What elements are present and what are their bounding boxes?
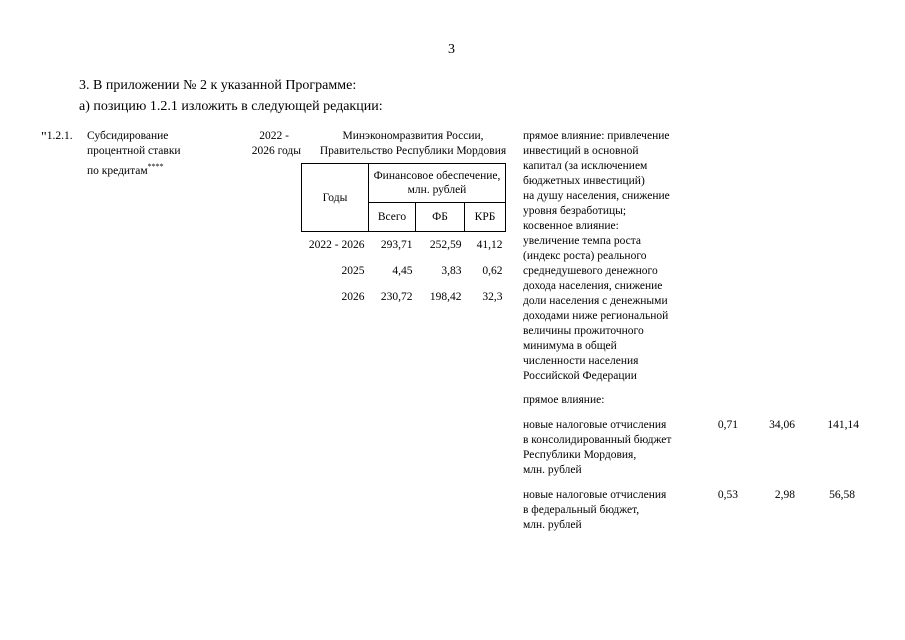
item-number [41, 129, 73, 145]
indicator-line: млн. рублей [523, 519, 582, 531]
impact-line: доли населения с денежными [523, 295, 668, 307]
impact-line: Российской Федерации [523, 370, 637, 382]
row-krb: 0,62 [482, 265, 503, 277]
col-krb-header: КРБ [465, 203, 506, 232]
page-number: 3 [448, 42, 455, 57]
indicator-value: 34,06 [769, 419, 795, 431]
row-total: 293,71 [380, 239, 413, 251]
impact-line: среднедушевого денежного [523, 265, 658, 277]
indicator-line: новые налоговые отчисления [523, 489, 667, 501]
executor-line: Правительство Республики Мордовия [319, 145, 507, 157]
row-fb: 198,42 [429, 291, 462, 303]
intro-line-2: а) позицию 1.2.1 изложить в следующей редакции: [79, 99, 383, 114]
indicator-line: млн. рублей [523, 464, 582, 476]
row-krb: 41,12 [476, 239, 503, 251]
indicator-value: 56,58 [829, 489, 855, 501]
indicator-line: в консолидированный бюджет [523, 434, 672, 446]
impact-line: величины прожиточного [523, 325, 644, 337]
impact-line: косвенное влияние: [523, 220, 619, 232]
impact-line: инвестиций в основной [523, 145, 639, 157]
impact-line: бюджетных инвестиций) [523, 175, 645, 187]
row-fb: 3,83 [441, 265, 462, 277]
row-year: 2026 [341, 291, 365, 303]
table-row [302, 232, 506, 259]
impact-line: (индекс роста) реального [523, 250, 647, 262]
footnote-marker: **** [147, 162, 164, 171]
row-year: 2025 [341, 265, 365, 277]
row-krb: 32,3 [482, 291, 503, 303]
impact-line: численности населения [523, 355, 639, 367]
period-line: 2026 годы [251, 145, 301, 157]
period-line: 2022 - [259, 130, 289, 142]
years-header: Годы [302, 164, 369, 232]
impact-line: минимума в общей [523, 340, 617, 352]
item-name [87, 129, 227, 179]
impact-line: уровня безработицы; [523, 205, 627, 217]
indicator-value: 141,14 [827, 419, 859, 431]
impact-line: доходами ниже региональной [523, 310, 669, 322]
executor-line: Минэкономразвития России, [342, 130, 484, 142]
item-name-line: по кредитам**** [87, 162, 164, 177]
finance-table [301, 163, 506, 310]
impact-line: капитал (за исключением [523, 160, 648, 172]
opening-quote: " [41, 130, 47, 145]
direct-impact-label: прямое влияние: [523, 394, 605, 406]
indicator-line: новые налоговые отчисления [523, 419, 667, 431]
item-executor [309, 129, 517, 159]
indicator-federal-budget [523, 488, 666, 533]
impact-description [523, 129, 670, 384]
indicator-line: в федеральный бюджет, [523, 504, 640, 516]
finance-header: Финансовое обеспечение, млн. рублей [369, 164, 506, 203]
impact-line: дохода населения, снижение [523, 280, 663, 292]
indicator-line: Республики Мордовия, [523, 449, 637, 461]
table-row [302, 258, 506, 284]
item-period [240, 129, 301, 159]
table-row [302, 284, 506, 310]
col-fb-header: ФБ [416, 203, 465, 232]
item-name-line: Субсидирование [87, 130, 169, 142]
indicator-value: 2,98 [774, 489, 795, 501]
row-fb: 252,59 [429, 239, 462, 251]
impact-line: прямое влияние: привлечение [523, 130, 670, 142]
impact-line: увеличение темпа роста [523, 235, 641, 247]
row-total: 230,72 [380, 291, 413, 303]
indicator-value: 0,71 [717, 419, 738, 431]
intro-line-1: 3. В приложении № 2 к указанной Программе: [79, 78, 357, 93]
col-total-header: Всего [369, 203, 416, 232]
indicator-consolidated-budget [523, 418, 671, 478]
item-name-line: процентной ставки [87, 145, 181, 157]
impact-line: на душу населения, снижение [523, 190, 670, 202]
row-total: 4,45 [392, 265, 413, 277]
item-number-text: 1.2.1. [46, 130, 73, 142]
indicator-value: 0,53 [717, 489, 738, 501]
row-year: 2022 - 2026 [308, 239, 365, 251]
